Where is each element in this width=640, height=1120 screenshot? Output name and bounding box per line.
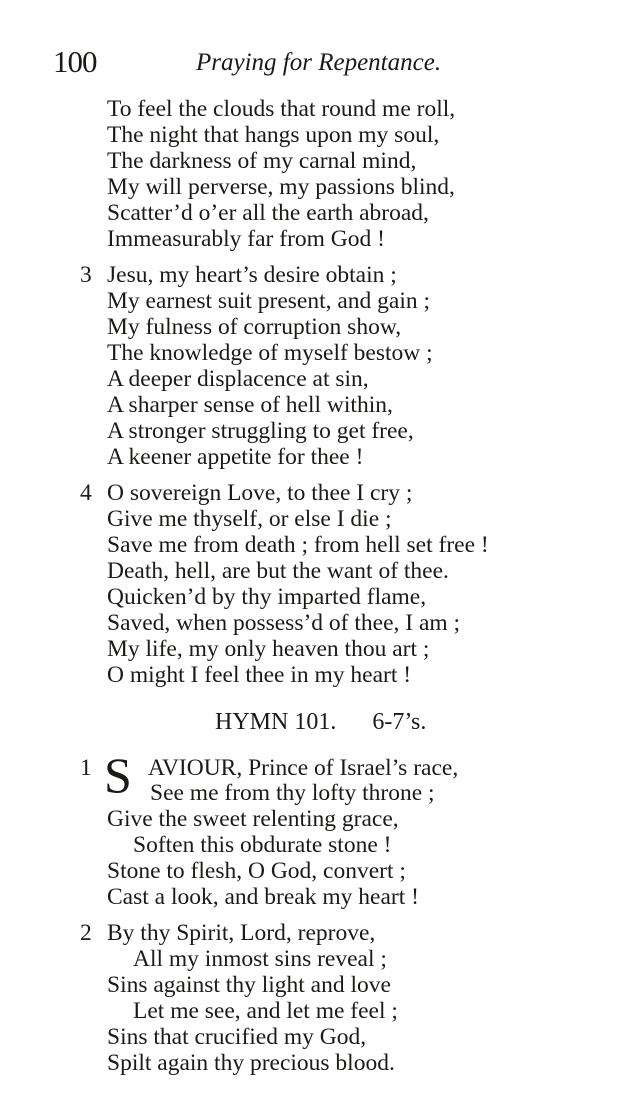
verse-line: Quicken’d by thy imparted flame, xyxy=(107,584,427,610)
verse-line: Soften this obdurate stone ! xyxy=(133,832,392,858)
verse-line: O might I feel thee in my heart ! xyxy=(107,662,412,688)
page-number: 100 xyxy=(53,44,97,79)
verse-line: A sharper sense of hell within, xyxy=(107,392,393,418)
verse-line: Immeasurably far from God ! xyxy=(107,226,385,252)
verse-number: 4 xyxy=(80,480,92,506)
verse-line: Jesu, my heart’s desire obtain ; xyxy=(107,262,397,288)
verse-line: To feel the clouds that round me roll, xyxy=(107,96,456,122)
verse-line: Sins against thy light and love xyxy=(107,972,391,998)
verse-line: The knowledge of myself bestow ; xyxy=(107,340,433,366)
verse-line: My life, my only heaven thou art ; xyxy=(107,636,430,662)
verse-line: Death, hell, are but the want of thee. xyxy=(107,558,449,584)
verse-line: A keener appetite for thee ! xyxy=(107,444,364,470)
verse-line: Give me thyself, or else I die ; xyxy=(107,506,392,532)
verse-line: All my inmost sins reveal ; xyxy=(133,946,387,972)
verse-number: 1 xyxy=(80,755,92,781)
verse-line: A deeper displacence at sin, xyxy=(107,366,369,392)
verse-line: A stronger struggling to get free, xyxy=(107,418,414,444)
verse-line: Give the sweet relenting grace, xyxy=(107,806,399,832)
verse-line: My will perverse, my passions blind, xyxy=(107,174,455,200)
drop-cap: S xyxy=(104,747,132,803)
verse-line: The darkness of my carnal mind, xyxy=(107,148,417,174)
verse-line: Cast a look, and break my heart ! xyxy=(107,884,419,910)
verse-line: Sins that crucified my God, xyxy=(107,1024,367,1050)
verse-line: Stone to flesh, O God, convert ; xyxy=(107,858,406,884)
verse-line: By thy Spirit, Lord, reprove, xyxy=(107,920,376,946)
running-title: Praying for Repentance. xyxy=(196,49,442,76)
hymn-heading xyxy=(215,710,426,734)
verse-line: O sovereign Love, to thee I cry ; xyxy=(107,480,413,506)
hymn-title: HYMN 101. xyxy=(215,709,337,735)
hymn-metre: 6-7’s. xyxy=(372,709,427,735)
verse-number: 2 xyxy=(80,920,92,946)
verse-line: Save me from death ; from hell set free ! xyxy=(107,532,489,558)
verse-line: Spilt again thy precious blood. xyxy=(107,1050,395,1076)
verse-line: Saved, when possess’d of thee, I am ; xyxy=(107,610,461,636)
verse-number: 3 xyxy=(80,262,92,288)
verse-line: See me from thy lofty throne ; xyxy=(150,780,435,806)
verse-line: AVIOUR, Prince of Israel’s race, xyxy=(148,755,459,781)
verse-line: The night that hangs upon my soul, xyxy=(107,122,440,148)
verse-line: My earnest suit present, and gain ; xyxy=(107,288,431,314)
verse-line: Scatter’d o’er all the earth abroad, xyxy=(107,200,429,226)
verse-line: Let me see, and let me feel ; xyxy=(133,998,398,1024)
verse-line: My fulness of corruption show, xyxy=(107,314,402,340)
